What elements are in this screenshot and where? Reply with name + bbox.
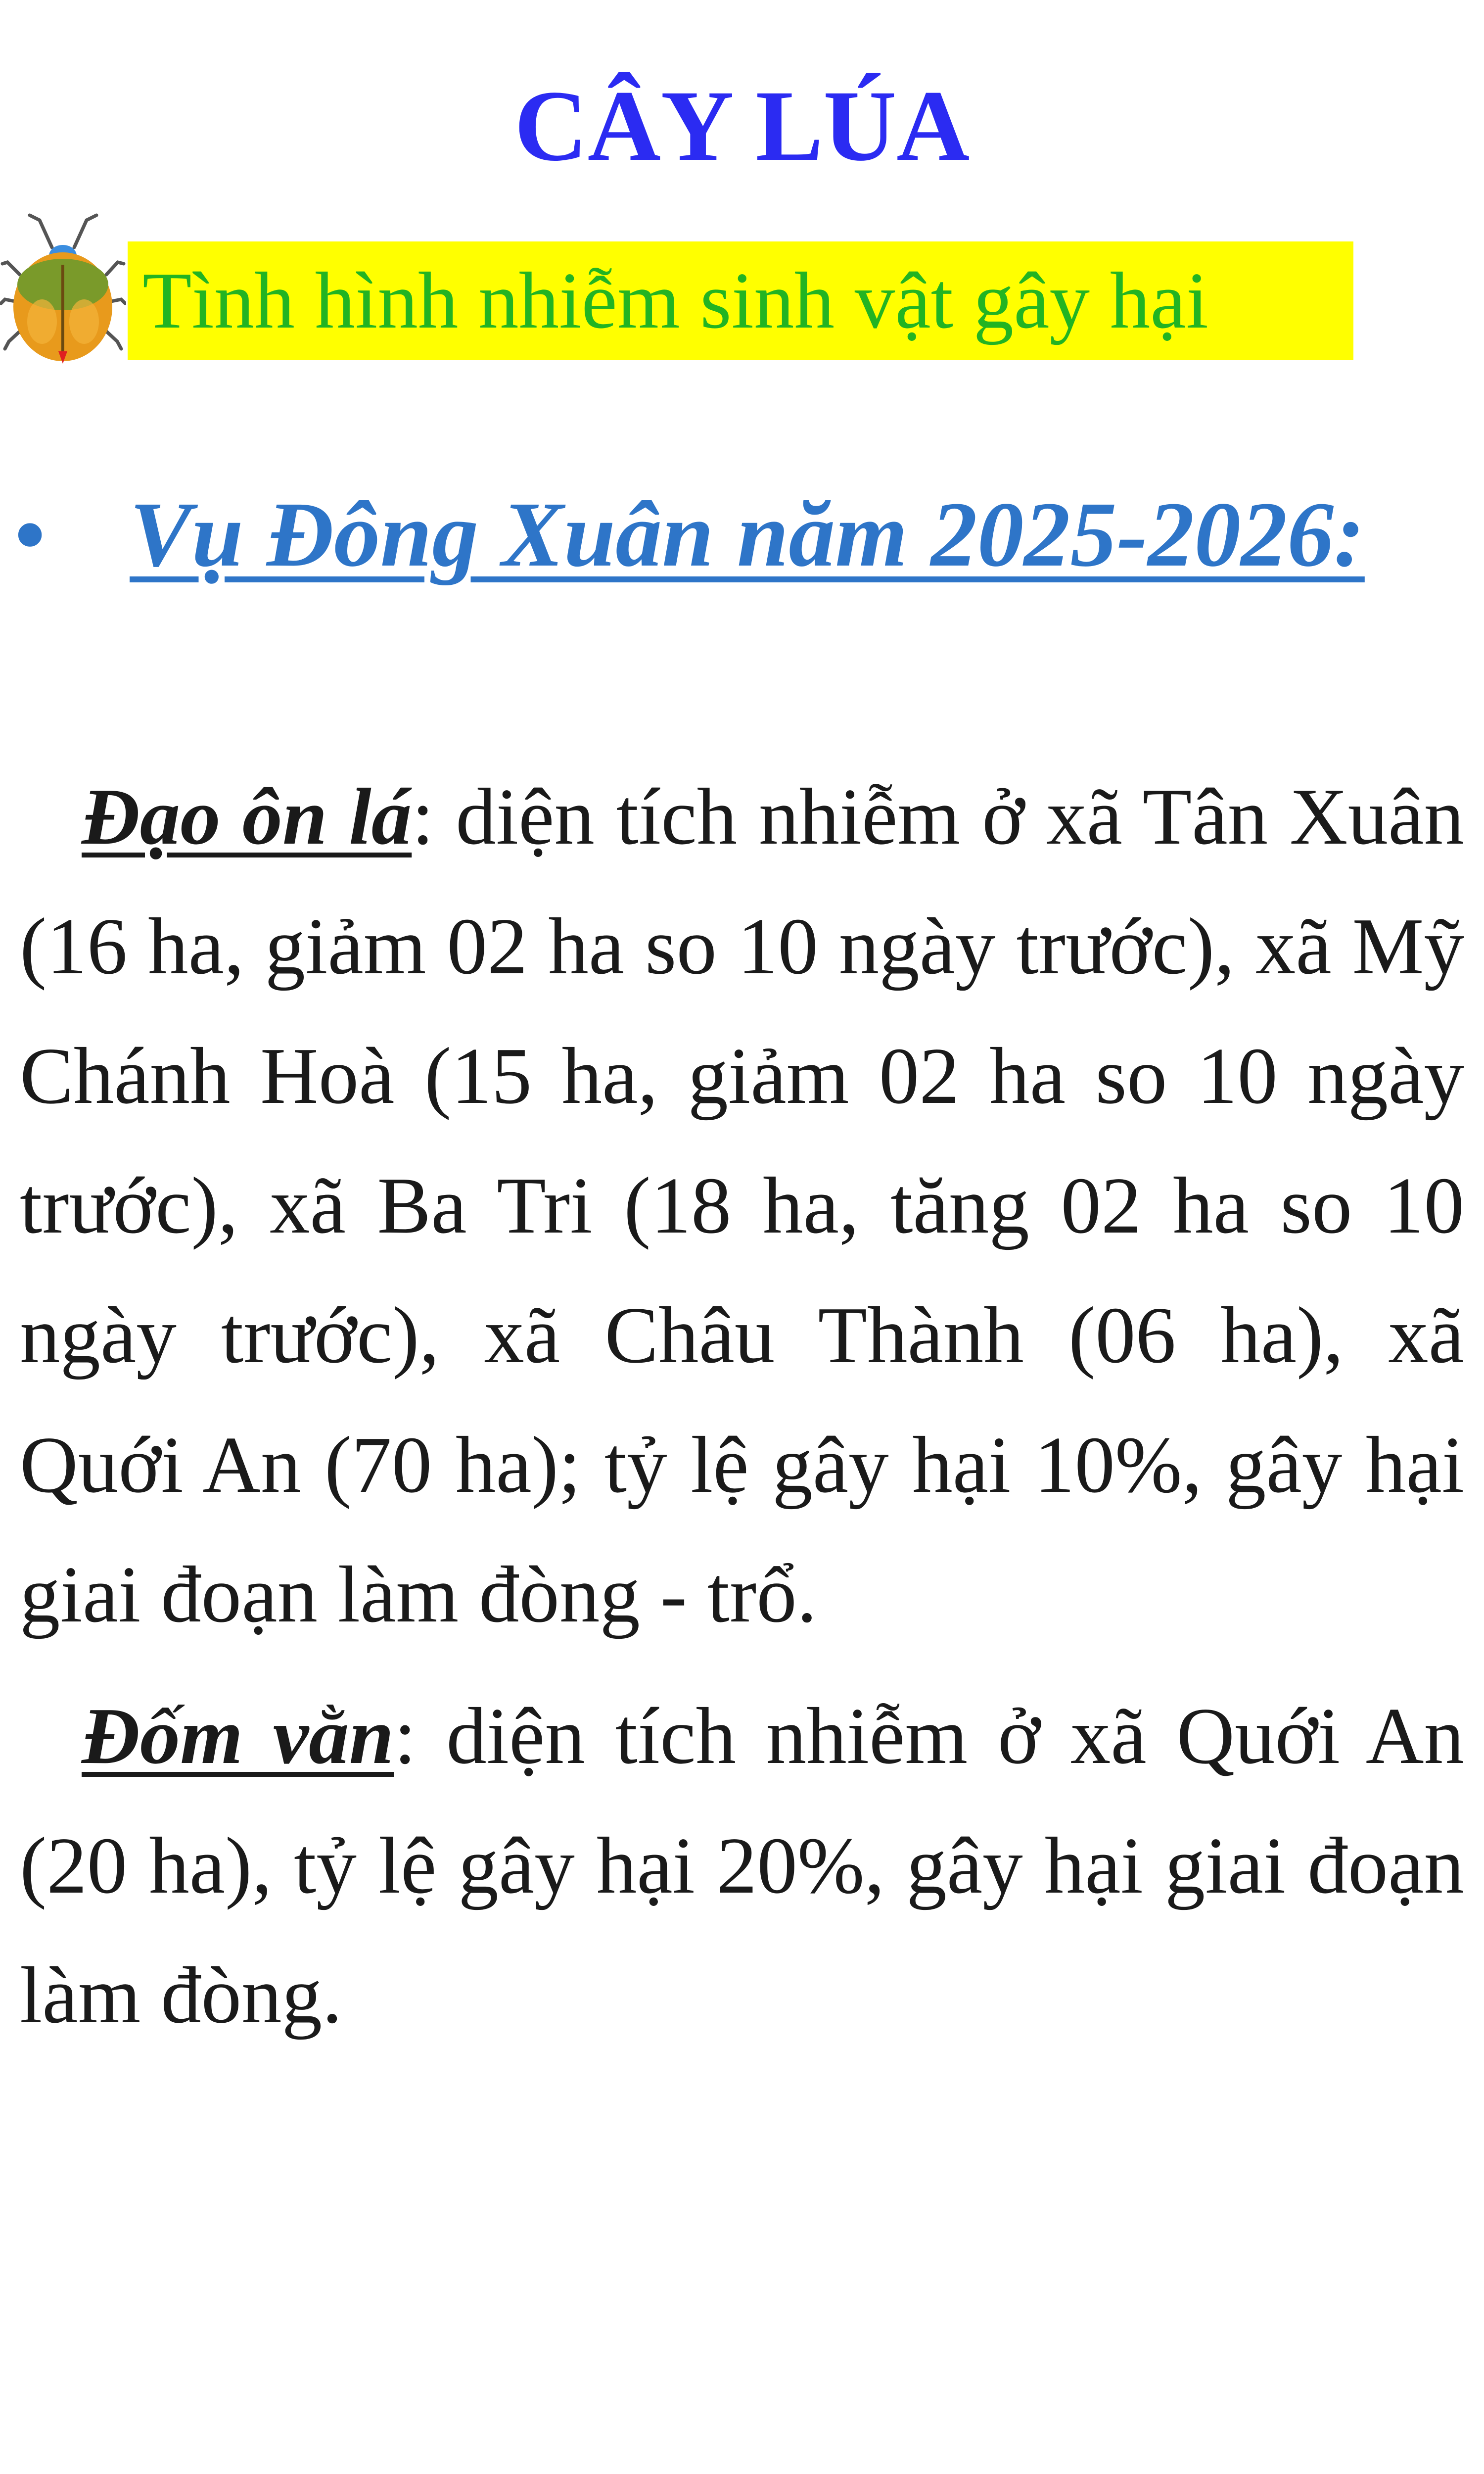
beetle-icon xyxy=(0,200,126,376)
disease-term: Đốm vằn xyxy=(82,1692,394,1781)
season-heading xyxy=(0,475,1484,594)
report-body xyxy=(20,752,1464,2072)
section-heading: Tình hình nhiễm sinh vật gây hại xyxy=(128,241,1353,360)
report-paragraph-leaf-blast xyxy=(20,752,1464,1660)
disease-term: Đạo ôn lá xyxy=(82,772,412,861)
season-label: Vụ Đông Xuân năm 2025-2026: xyxy=(130,482,1365,586)
bullet-marker: • xyxy=(15,486,46,582)
disease-description: : diện tích nhiễm ở xã Quới An (20 ha), tỷ lệ gây hại 20%, gây hại giai đoạn làm đòng. xyxy=(20,1692,1464,2040)
disease-description: : diện tích nhiễm ở xã Tân Xuân (16 ha, giảm 02 ha so 10 ngày trước), xã Mỹ Chánh Hoà (15 ha, giảm 02 ha so 10 ngày trước), xã Ba Tri (18 ha, tăng 02 ha so 10 ngày trước), xã Châu Thành (06 ha), xã Quới An (70 ha); tỷ lệ gây hại 10%, gây hại giai đoạn làm đòng - trổ. xyxy=(20,772,1464,1639)
page-title: CÂY LÚA xyxy=(514,70,970,182)
report-paragraph-sheath-blight xyxy=(20,1671,1464,2060)
